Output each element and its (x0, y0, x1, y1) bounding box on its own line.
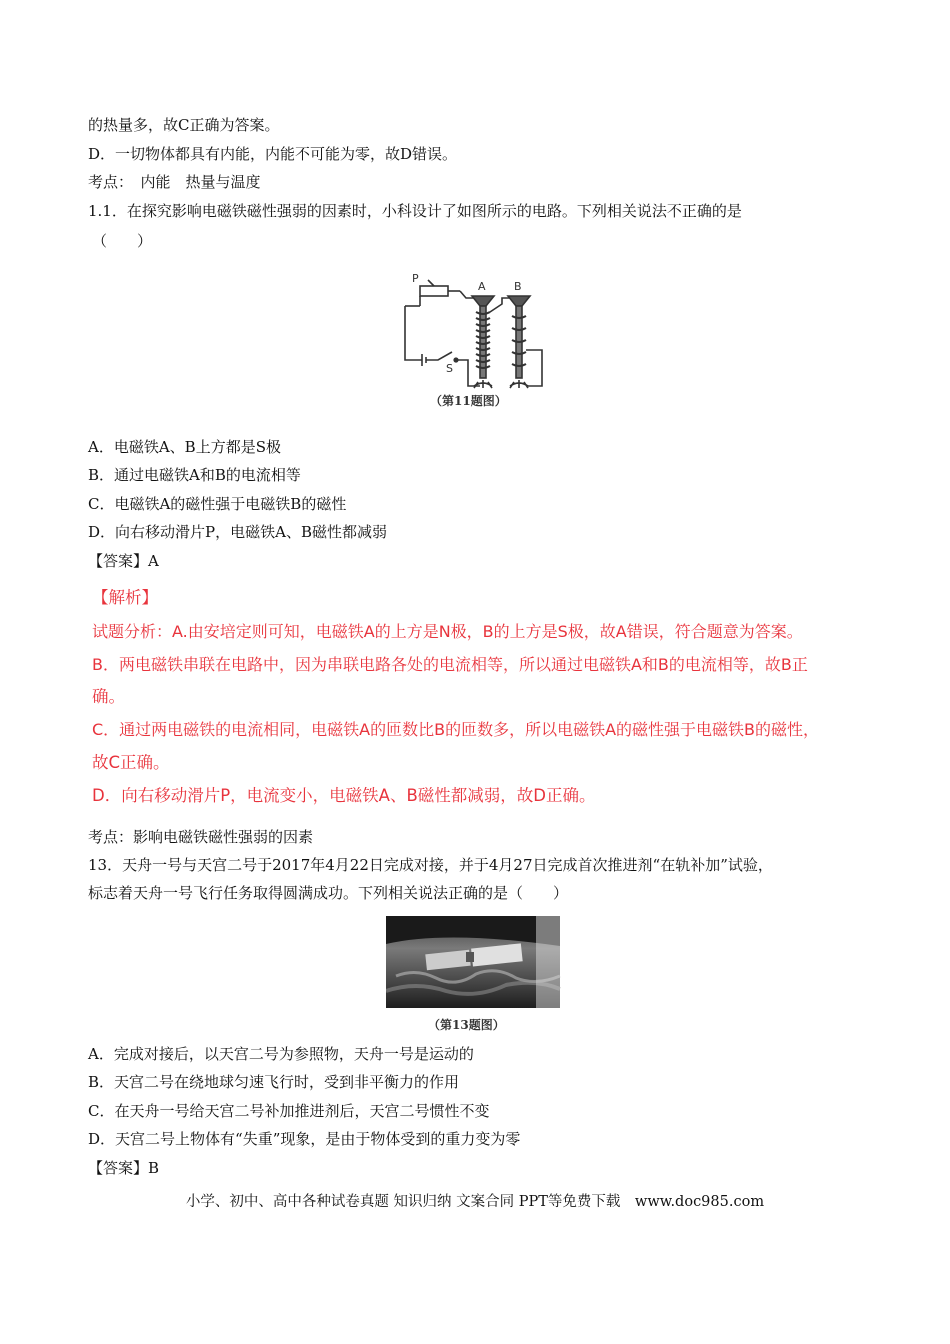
docking-photo (386, 916, 566, 1016)
question-13-stem: 13．天舟一号与天宫二号于2017年4月22日完成对接，并于4月27日完成首次推进剂“在轨补加”试验， (88, 856, 773, 874)
option-b: B．天宫二号在绕地球匀速飞行时，受到非平衡力的作用 (88, 1073, 460, 1091)
label-a: A (478, 280, 486, 293)
question-11-stem: 1.1．在探究影响电磁铁磁性强弱的因素时，小科设计了如图所示的电路。下列相关说法不正确的是 (88, 202, 742, 220)
option-a: A．完成对接后，以天宫二号为参照物，天舟一号是运动的 (88, 1045, 474, 1063)
analysis-line: 故C正确。 (92, 753, 170, 772)
figure-11-caption: （第11题图） (430, 394, 507, 408)
text-line: 的热量多，故C正确为答案。 (88, 116, 280, 134)
label-s: S (446, 362, 453, 375)
option-d: D．天宫二号上物体有“失重”现象，是由于物体受到的重力变为零 (88, 1130, 521, 1148)
analysis-line: B．两电磁铁串联在电路中，因为串联电路各处的电流相等，所以通过电磁铁A和B的电流相等，故B正 (92, 655, 808, 674)
analysis-line: 确。 (92, 687, 125, 706)
analysis-line: C．通过两电磁铁的电流相同，电磁铁A的匝数比B的匝数多，所以电磁铁A的磁性强于电磁铁B的磁性， (92, 720, 820, 739)
option-c: C．电磁铁A的磁性强于电磁铁B的磁性 (88, 495, 347, 513)
label-p: P (412, 272, 419, 285)
topic-note: 考点：影响电磁铁磁性强弱的因素 (88, 828, 314, 846)
question-11-paren: （ ） (92, 232, 153, 250)
analysis-line: D．向右移动滑片P，电流变小，电磁铁A、B磁性都减弱，故D正确。 (92, 786, 596, 805)
analysis-heading: 【解析】 (92, 588, 158, 607)
page-footer: 小学、初中、高中各种试卷真题 知识归纳 文案合同 PPT等免费下载 www.doc985.com (185, 1194, 765, 1210)
label-b: B (514, 280, 522, 293)
question-13-stem: 标志着天舟一号飞行任务取得圆满成功。下列相关说法正确的是（ ） (88, 884, 569, 902)
option-b: B．通过电磁铁A和B的电流相等 (88, 466, 301, 484)
option-a: A．电磁铁A、B上方都是S极 (88, 438, 281, 456)
answer: 【答案】B (88, 1159, 160, 1177)
option-d: D．向右移动滑片P，电磁铁A、B磁性都减弱 (88, 523, 387, 541)
text-line: D．一切物体都具有内能，内能不可能为零，故D错误。 (88, 145, 458, 163)
figure-13-caption: （第13题图） (428, 1018, 505, 1032)
answer: 【答案】A (88, 552, 159, 570)
option-c: C．在天舟一号给天宫二号补加推进剂后，天宫二号惯性不变 (88, 1102, 490, 1120)
analysis-line: 试题分析：A.由安培定则可知，电磁铁A的上方是N极，B的上方是S极，故A错误，符合题意为答案。 (92, 622, 803, 641)
text-line: 考点： 内能 热量与温度 (88, 173, 261, 191)
